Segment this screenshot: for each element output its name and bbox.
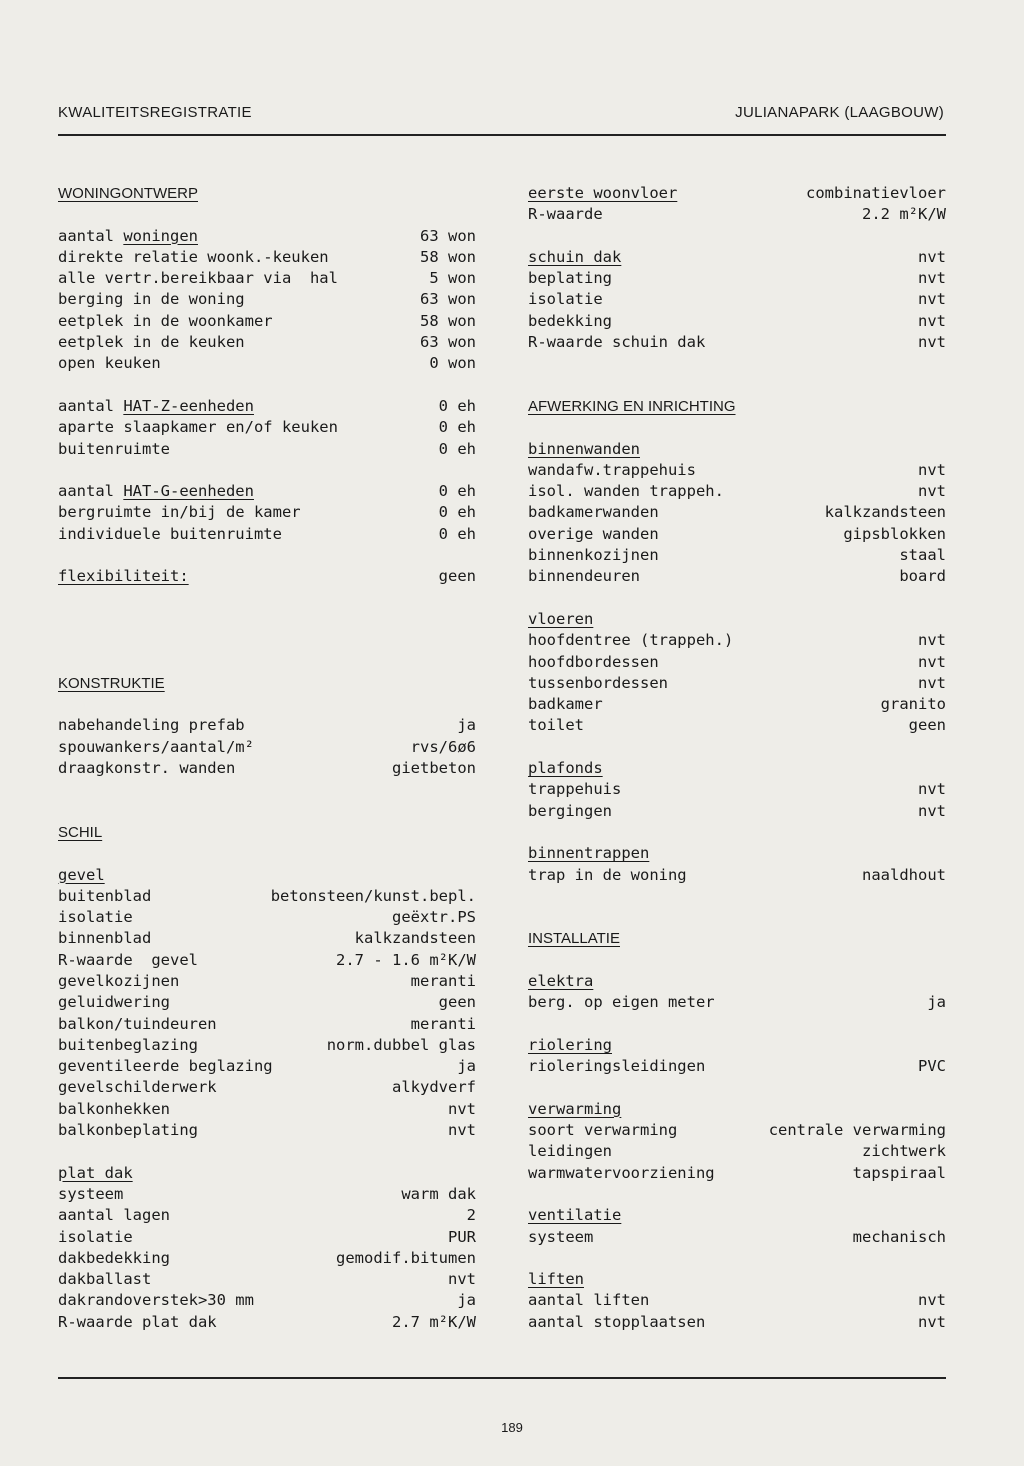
spec-row — [58, 737, 476, 758]
spec-label: leidingen — [528, 1142, 612, 1161]
spec-row — [528, 1163, 946, 1184]
spec-value: geen — [438, 567, 476, 586]
spacer-row — [58, 204, 476, 225]
spacer-row — [528, 1014, 946, 1035]
spec-value: nvt — [448, 1270, 476, 1289]
spec-value: PVC — [918, 1057, 946, 1076]
spec-label: binnenkozijnen — [528, 546, 659, 565]
spec-value: gipsblokken — [843, 524, 946, 543]
spacer-row — [58, 630, 476, 651]
spacer-row — [58, 375, 476, 396]
spec-label: bergingen — [528, 801, 612, 820]
section-heading — [528, 396, 946, 417]
spec-row — [528, 1035, 946, 1056]
spec-row — [58, 1248, 476, 1269]
spacer-row — [528, 226, 946, 247]
spec-label: systeem — [58, 1184, 124, 1203]
spec-label: buitenblad — [58, 886, 152, 905]
spec-value: nvt — [448, 1099, 476, 1118]
spec-value: 0 eh — [438, 482, 476, 501]
spec-label: schuin dak — [528, 247, 622, 266]
spec-value: nvt — [918, 780, 946, 799]
spec-value: nvt — [918, 290, 946, 309]
spec-label: rioleringsleidingen — [528, 1057, 706, 1076]
spec-label: isol. wanden trappeh. — [528, 482, 724, 501]
spec-row — [528, 1205, 946, 1226]
spec-value: nvt — [918, 1312, 946, 1331]
spec-label: systeem — [528, 1227, 594, 1246]
spec-row — [58, 417, 476, 438]
spec-row — [528, 204, 946, 225]
spec-value: ja — [927, 993, 946, 1012]
spacer-row — [58, 843, 476, 864]
spec-value: nvt — [918, 652, 946, 671]
spec-value: nvt — [918, 460, 946, 479]
spec-row — [58, 268, 476, 289]
spec-label: gevelschilderwerk — [58, 1078, 217, 1097]
spec-label: binnenwanden — [528, 439, 640, 458]
spec-label: aparte slaapkamer en/of keuken — [58, 418, 338, 437]
section-heading — [58, 673, 476, 694]
spec-row — [528, 992, 946, 1013]
spec-label: plafonds — [528, 759, 603, 778]
spec-row — [528, 183, 946, 204]
spec-label: AFWERKING EN INRICHTING — [528, 397, 736, 415]
spec-row — [58, 907, 476, 928]
spec-value: nvt — [918, 247, 946, 266]
spec-label-underlined: HAT-G-eenheden — [123, 482, 254, 501]
spec-row — [528, 1227, 946, 1248]
spec-label: wandafw.trappehuis — [528, 460, 696, 479]
spec-label: INSTALLATIE — [528, 930, 620, 948]
spec-label-prefix: aantal — [58, 396, 124, 415]
spec-label: badkamerwanden — [528, 503, 659, 522]
spec-value: geëxtr.PS — [392, 908, 476, 927]
spec-row — [528, 1099, 946, 1120]
spec-row — [528, 694, 946, 715]
spec-label: dakballast — [58, 1270, 152, 1289]
spec-row — [58, 1163, 476, 1184]
spec-label: liften — [528, 1270, 584, 1289]
spec-label: buitenbeglazing — [58, 1035, 198, 1054]
spec-row — [528, 311, 946, 332]
spec-label: warmwatervoorziening — [528, 1163, 715, 1182]
spec-label: open keuken — [58, 354, 161, 373]
spec-row — [58, 1120, 476, 1141]
header-left-title: KWALITEITSREGISTRATIE — [58, 104, 252, 121]
spec-row — [58, 971, 476, 992]
spec-row — [58, 311, 476, 332]
spec-value: 63 won — [420, 290, 476, 309]
spec-label: WONINGONTWERP — [58, 185, 198, 202]
spec-value: naaldhout — [862, 865, 946, 884]
spec-row — [58, 353, 476, 374]
spec-label: KONSTRUKTIE — [58, 674, 165, 692]
spec-label: plat dak — [58, 1163, 133, 1182]
spec-row — [58, 992, 476, 1013]
spec-value: nvt — [918, 801, 946, 820]
spec-value: kalkzandsteen — [354, 929, 476, 948]
spec-row — [528, 481, 946, 502]
spacer-row — [528, 907, 946, 928]
right-column — [528, 183, 946, 1333]
spec-row — [58, 1035, 476, 1056]
spec-label: eerste woonvloer — [528, 184, 678, 202]
spec-label: trappehuis — [528, 780, 622, 799]
spec-label: vloeren — [528, 609, 594, 628]
spacer-row — [528, 1248, 946, 1269]
spec-value: rvs/6ø6 — [410, 737, 476, 756]
spec-value: 0 eh — [438, 439, 476, 458]
spec-value: nvt — [918, 673, 946, 692]
spec-value: meranti — [410, 1014, 476, 1033]
spec-label: SCHIL — [58, 823, 103, 841]
spec-label: geluidwering — [58, 993, 170, 1012]
spec-label-prefix: aantal — [58, 482, 124, 501]
spec-label: binnenblad — [58, 929, 152, 948]
spec-label: isolatie — [58, 908, 133, 927]
spacer-row — [528, 417, 946, 438]
spec-row — [58, 524, 476, 545]
spec-row — [528, 779, 946, 800]
left-column — [58, 183, 476, 1333]
spec-row — [528, 268, 946, 289]
spec-label: tussenbordessen — [528, 673, 668, 692]
spec-label: draagkonstr. wanden — [58, 759, 236, 778]
spec-row — [528, 439, 946, 460]
spec-label: aantal lagen — [58, 1206, 170, 1225]
spec-label: spouwankers/aantal/m² — [58, 737, 254, 756]
spacer-row — [528, 886, 946, 907]
spec-label: gevelkozijnen — [58, 971, 180, 990]
spec-value: combinatievloer — [806, 184, 946, 202]
spec-label: R-waarde gevel — [58, 950, 198, 969]
spec-value: nvt — [918, 631, 946, 650]
spec-row — [528, 865, 946, 886]
spec-row — [58, 247, 476, 268]
spec-row — [58, 715, 476, 736]
spacer-row — [528, 1077, 946, 1098]
spec-label: flexibiliteit: — [58, 567, 189, 586]
spec-row — [528, 801, 946, 822]
spec-label: bedekking — [528, 311, 612, 330]
spec-value: nvt — [918, 333, 946, 352]
spec-row — [528, 609, 946, 630]
spec-label: eetplek in de keuken — [58, 333, 245, 352]
spec-row — [58, 950, 476, 971]
spec-label: hoofdentree (trappeh.) — [528, 631, 734, 650]
spacer-row — [58, 652, 476, 673]
spec-label: hoofdbordessen — [528, 652, 659, 671]
bottom-rule — [58, 1377, 946, 1379]
spec-row — [528, 1120, 946, 1141]
spec-value: meranti — [410, 971, 476, 990]
spacer-row — [58, 588, 476, 609]
spec-value: 0 eh — [438, 524, 476, 543]
spec-value: geen — [438, 993, 476, 1012]
spec-label: geventileerde beglazing — [58, 1057, 273, 1076]
spacer-row — [58, 545, 476, 566]
spec-label: balkonhekken — [58, 1099, 170, 1118]
spacer-row — [528, 1184, 946, 1205]
spec-value: 2.7 - 1.6 m²K/W — [336, 950, 476, 969]
spec-value: norm.dubbel glas — [326, 1035, 476, 1054]
spec-row — [58, 865, 476, 886]
spec-row — [528, 1269, 946, 1290]
spec-label: nabehandeling prefab — [58, 716, 245, 735]
spec-row — [528, 1312, 946, 1333]
spec-value: 0 eh — [438, 503, 476, 522]
spec-label: verwarming — [528, 1099, 622, 1118]
spacer-row — [528, 375, 946, 396]
spec-row — [528, 524, 946, 545]
spec-row — [58, 1227, 476, 1248]
top-rule — [58, 134, 946, 136]
spec-label-underlined: HAT-Z-eenheden — [123, 396, 254, 415]
spacer-row — [528, 822, 946, 843]
spec-label: trap in de woning — [528, 865, 687, 884]
spec-label: R-waarde — [528, 205, 603, 224]
spec-label-underlined: woningen — [123, 226, 198, 245]
spec-label — [58, 226, 198, 247]
spec-value: gietbeton — [392, 759, 476, 778]
spec-value: tapspiraal — [852, 1163, 946, 1182]
spec-label: isolatie — [58, 1227, 133, 1246]
spec-row — [528, 843, 946, 864]
spec-value: nvt — [918, 311, 946, 330]
spec-row — [58, 332, 476, 353]
spec-row — [58, 481, 476, 502]
spec-label: R-waarde plat dak — [58, 1312, 217, 1331]
spec-row — [528, 1141, 946, 1162]
spec-row — [58, 928, 476, 949]
spec-value: nvt — [918, 1291, 946, 1310]
spec-row — [528, 758, 946, 779]
spec-row — [58, 886, 476, 907]
spec-row — [58, 1184, 476, 1205]
spec-label: bergruimte in/bij de kamer — [58, 503, 301, 522]
spec-row — [58, 226, 476, 247]
spec-value: PUR — [448, 1227, 476, 1246]
spec-value: nvt — [918, 269, 946, 288]
spec-value: ja — [457, 1057, 476, 1076]
spec-row — [58, 1205, 476, 1226]
spec-label: ventilatie — [528, 1206, 622, 1225]
spec-value: alkydverf — [392, 1078, 476, 1097]
spec-row — [58, 1312, 476, 1333]
spec-value: nvt — [918, 482, 946, 501]
spec-label: elektra — [528, 971, 594, 990]
spacer-row — [58, 801, 476, 822]
spec-row — [58, 1290, 476, 1311]
spec-row — [528, 566, 946, 587]
spec-label — [58, 396, 254, 417]
spec-value: 58 won — [420, 311, 476, 330]
spec-value: 63 won — [420, 226, 476, 245]
spec-label: gevel — [58, 865, 105, 884]
spec-label — [58, 481, 254, 502]
spec-row — [528, 502, 946, 523]
spec-label: eetplek in de woonkamer — [58, 311, 273, 330]
spec-value: centrale verwarming — [768, 1121, 946, 1140]
spec-label: balkonbeplating — [58, 1121, 198, 1140]
spec-row — [528, 1056, 946, 1077]
spec-row — [528, 630, 946, 651]
spec-value: 0 won — [429, 354, 476, 373]
spec-value: 2.2 m²K/W — [862, 205, 946, 224]
spec-row — [58, 502, 476, 523]
spec-label: dakrandoverstek>30 mm — [58, 1291, 254, 1310]
spec-value: 0 eh — [438, 396, 476, 415]
spacer-row — [58, 694, 476, 715]
header-right-title: JULIANAPARK (LAAGBOUW) — [735, 104, 944, 121]
spec-row — [58, 758, 476, 779]
spec-value: zichtwerk — [862, 1142, 946, 1161]
spec-label: soort verwarming — [528, 1121, 678, 1140]
spec-label: toilet — [528, 716, 584, 735]
section-heading — [58, 822, 476, 843]
spec-label: aantal liften — [528, 1291, 650, 1310]
spec-row — [528, 971, 946, 992]
spec-label: dakbedekking — [58, 1248, 170, 1267]
spec-value: board — [899, 567, 946, 586]
spacer-row — [528, 353, 946, 374]
spec-row — [528, 652, 946, 673]
spec-label: balkon/tuindeuren — [58, 1014, 217, 1033]
spec-row — [58, 1077, 476, 1098]
spec-value: 2 — [466, 1206, 476, 1225]
spec-row — [58, 566, 476, 587]
spec-row — [528, 673, 946, 694]
spacer-row — [58, 460, 476, 481]
spec-value: geen — [908, 716, 946, 735]
spec-label: isolatie — [528, 290, 603, 309]
spec-value: warm dak — [401, 1184, 476, 1203]
spec-row — [528, 545, 946, 566]
spec-label: berging in de woning — [58, 290, 245, 309]
spec-value: kalkzandsteen — [824, 503, 946, 522]
spec-value: betonsteen/kunst.bepl. — [270, 886, 476, 905]
spacer-row — [58, 779, 476, 800]
spec-row — [528, 289, 946, 310]
spec-label: buitenruimte — [58, 439, 170, 458]
spec-row — [528, 1290, 946, 1311]
spec-row — [528, 247, 946, 268]
spec-label: overige wanden — [528, 524, 659, 543]
spec-label: riolering — [528, 1035, 612, 1054]
spec-value: 63 won — [420, 333, 476, 352]
spec-value: 5 won — [429, 269, 476, 288]
spacer-row — [528, 737, 946, 758]
spec-row — [58, 289, 476, 310]
spec-value: 58 won — [420, 247, 476, 266]
spec-value: granito — [880, 695, 946, 714]
spec-value: ja — [457, 1291, 476, 1310]
spec-row — [528, 715, 946, 736]
spec-row — [58, 1269, 476, 1290]
spec-label: berg. op eigen meter — [528, 993, 715, 1012]
spacer-row — [528, 588, 946, 609]
spec-label: R-waarde schuin dak — [528, 333, 706, 352]
spec-label: aantal stopplaatsen — [528, 1312, 706, 1331]
spec-row — [528, 332, 946, 353]
spec-row — [58, 1014, 476, 1035]
spec-value: gemodif.bitumen — [336, 1248, 476, 1267]
spec-label: individuele buitenruimte — [58, 524, 282, 543]
spec-value: staal — [899, 546, 946, 565]
spec-label: beplating — [528, 269, 612, 288]
spec-row — [528, 460, 946, 481]
section-heading — [528, 928, 946, 949]
spec-value: mechanisch — [852, 1227, 946, 1246]
spacer-row — [58, 1141, 476, 1162]
spec-row — [58, 1099, 476, 1120]
page-number: 189 — [501, 1420, 523, 1435]
spec-label: binnentrappen — [528, 844, 650, 863]
spacer-row — [58, 609, 476, 630]
spec-value: nvt — [448, 1121, 476, 1140]
spec-value: ja — [457, 716, 476, 735]
spec-value: 0 eh — [438, 418, 476, 437]
spec-label-prefix: aantal — [58, 226, 124, 245]
spacer-row — [528, 950, 946, 971]
spec-row — [58, 396, 476, 417]
spec-label: binnendeuren — [528, 567, 640, 586]
spec-label: alle vertr.bereikbaar via hal — [58, 269, 338, 288]
spec-value: 2.7 m²K/W — [392, 1312, 476, 1331]
section-heading — [58, 183, 476, 204]
spec-row — [58, 1056, 476, 1077]
spec-label: direkte relatie woonk.-keuken — [58, 247, 329, 266]
spec-row — [58, 439, 476, 460]
spec-label: badkamer — [528, 695, 603, 714]
